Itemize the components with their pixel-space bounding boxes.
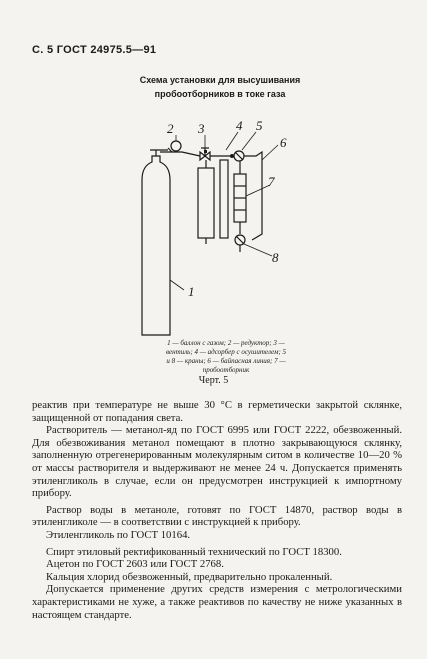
callout-4: 4	[236, 118, 243, 133]
gas-cylinder	[142, 156, 170, 335]
figure-title-line-1: Схема установки для высушивания	[139, 75, 301, 85]
paragraph-solvent: Растворитель — метанол-яд по ГОСТ 6995 или ГОСТ 2222, обезвоженный. Для обезвоживания метанол помещают в плотно закрывающуюся склянку, заполненную отрегенерированным молекулярным ситом в количестве 10—20 % от массы растворителя и выдерживают не менее 24 ч. Допускается применять этиленгликоль в случае, если он предусмотрен инструкцией к импортному прибору.	[32, 424, 402, 500]
caption-line-4: пробоотборник	[202, 366, 250, 374]
paragraph-acetone: Ацетон по ГОСТ 2603 или ГОСТ 2768.	[46, 558, 224, 571]
page-header: С. 5 ГОСТ 24975.5—91	[32, 44, 157, 56]
caption-line-1: 1 — баллон с газом; 2 — редуктор; 3 —	[167, 339, 285, 347]
callout-7: 7	[268, 174, 275, 189]
paragraph-water-solution: Раствор воды в метаноле, готовят по ГОСТ 14870, раствор воды в этиленгликоле — в соответствии с инструкцией к прибору.	[32, 503, 402, 529]
figure-label: Черт. 5	[198, 375, 229, 386]
caption-line-3: и 8 — краны; 6 — байпасная линия; 7 —	[166, 357, 286, 365]
paragraph-calcium-chloride: Кальция хлорид обезвоженный, предварительно прокаленный.	[46, 570, 333, 583]
callout-3: 3	[198, 121, 205, 136]
callout-8: 8	[272, 250, 279, 265]
callout-1: 1	[188, 284, 195, 299]
paragraph-ethanol: Спирт этиловый ректификованный технический по ГОСТ 18300.	[46, 545, 342, 558]
reducer-gauge	[171, 141, 181, 151]
figure-caption	[128, 339, 324, 375]
body-text	[32, 399, 402, 621]
callout-5: 5	[256, 118, 263, 133]
adsorber	[198, 168, 214, 238]
caption-line-2: вентиль; 4 — адсорбер с осушителем; 5	[165, 348, 287, 356]
callout-2: 2	[167, 121, 174, 136]
paragraph-reagent-storage: реактив при температуре не выше 30 °С в герметически закрытой склянке, защищенной от попадания света.	[32, 399, 402, 424]
figure-title-line-2: пробоотборников в токе газа	[154, 89, 286, 99]
callout-6: 6	[280, 135, 287, 150]
paragraph-ethylene-glycol: Этиленгликоль по ГОСТ 10164.	[46, 528, 191, 541]
paragraph-alternatives: Допускается применение других средств измерения с метрологическими характеристиками не хуже, а также реактивов по качеству не ниже указанных в настоящем стандарте.	[32, 583, 402, 621]
